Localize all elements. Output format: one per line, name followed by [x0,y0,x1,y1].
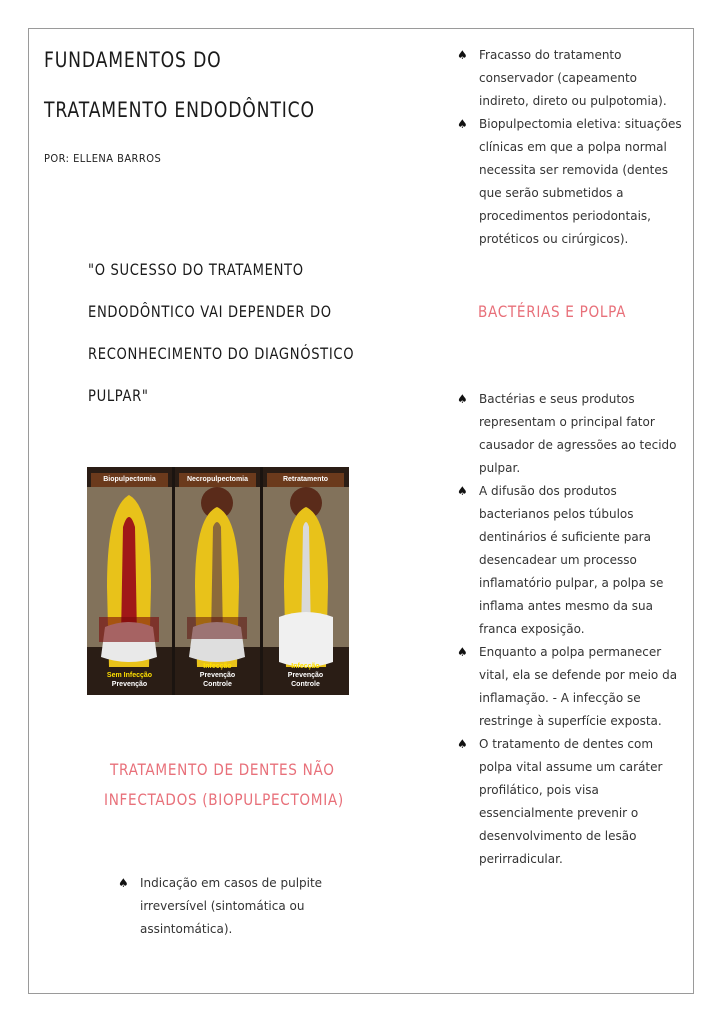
spade-icon: ♠ [118,876,129,890]
spade-icon: ♠ [457,117,468,131]
panel-caption-3: Infecção Prevenção Controle [287,663,324,688]
spade-icon: ♠ [457,392,468,406]
quote-line-3: RECONHECIMENTO DO DIAGNÓSTICO [88,344,355,363]
list-item: ♠ Enquanto a polpa permanecer vital, ela se defende por meio da inflamação. - A infecção se restringe à superfície exposta. [457,641,692,733]
tooth-illustration-3 [263,467,349,695]
tooth-illustration-1 [87,467,172,695]
right-bullet-list [457,388,692,871]
panel-caption-1: Sem Infecção Prevenção [106,672,153,688]
author: POR: ELLENA BARROS [44,152,162,165]
list-item: ♠ Bactérias e seus produtos representam o principal fator causador de agressões ao tecido pulpar. [457,388,692,480]
quote-line-4: PULPAR" [88,386,149,405]
list-item: ♠ A difusão dos produtos bacterianos pelos túbulos dentinários é suficiente para desencadear um processo inflamatório pulpar, a polpa se inflama antes mesmo da sua franca exposição. [457,480,692,641]
panel-necropulpectomia [175,467,260,695]
list-item: ♠ Indicação em casos de pulpite irreversível (sintomática ou assintomática). [118,872,358,941]
list-item: ♠ Fracasso do tratamento conservador (capeamento indireto, direto ou pulpotomia). [457,44,692,113]
quote-line-2: ENDODÔNTICO VAI DEPENDER DO [88,302,332,321]
list-item: ♠ O tratamento de dentes com polpa vital assume um caráter profilático, pois visa essencialmente prevenir o desenvolvimento de lesão perirradicular. [457,733,692,871]
section-heading-biopulpectomia-line-1: TRATAMENTO DE DENTES NÃO [110,760,335,779]
panel-label-1: Biopulpectomia [91,473,168,487]
section-heading-biopulpectomia-line-2: INFECTADOS (BIOPULPECTOMIA) [104,790,344,809]
panel-label-3: Retratamento [267,473,344,487]
endodontic-treatment-figure [87,467,349,695]
list-item: ♠ Biopulpectomia eletiva: situações clínicas em que a polpa normal necessita ser removida (dentes que serão submetidos a procedimentos periodontais, protéticos ou cirúrgicos). [457,113,692,251]
title-line-1: FUNDAMENTOS DO [44,48,222,72]
panel-retratamento [263,467,348,695]
panel-biopulpectomia [87,467,172,695]
panel-label-2: Necropulpectomia [179,473,256,487]
tooth-illustration-2 [175,467,260,695]
spade-icon: ♠ [457,484,468,498]
spade-icon: ♠ [457,645,468,659]
title-line-2: TRATAMENTO ENDODÔNTICO [44,98,315,122]
left-bullet-list [118,872,358,941]
section-heading-bacterias: BACTÉRIAS E POLPA [478,302,627,321]
panel-caption-2: Infecção Prevenção Controle [199,663,236,688]
right-top-bullet-list [457,44,692,251]
spade-icon: ♠ [457,737,468,751]
quote-line-1: "O SUCESSO DO TRATAMENTO [88,260,304,279]
spade-icon: ♠ [457,48,468,62]
